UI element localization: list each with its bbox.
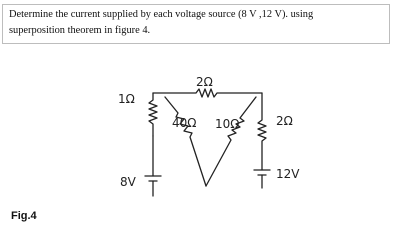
label-source-right: 12V [276,167,300,181]
label-r-right: 2Ω [276,114,293,128]
label-r-top: 2Ω [196,75,213,89]
figure-label: Fig.4 [11,210,37,222]
label-r-mid-right: 10Ω [215,117,240,131]
resistor-right [258,93,266,170]
question-line-1: Determine the current supplied by each voltage source (8 V ,12 V). using [9,9,314,20]
label-r-mid-left: 40Ω [172,116,197,130]
resistor-top [153,89,262,97]
question-line-2: superposition theorem in figure 4. [9,25,151,36]
label-r-left: 1Ω [118,92,135,106]
resistor-left [149,93,157,136]
label-source-left: 8V [120,175,136,189]
resistor-mid-left [165,97,206,186]
resistor-mid-right [206,97,256,186]
